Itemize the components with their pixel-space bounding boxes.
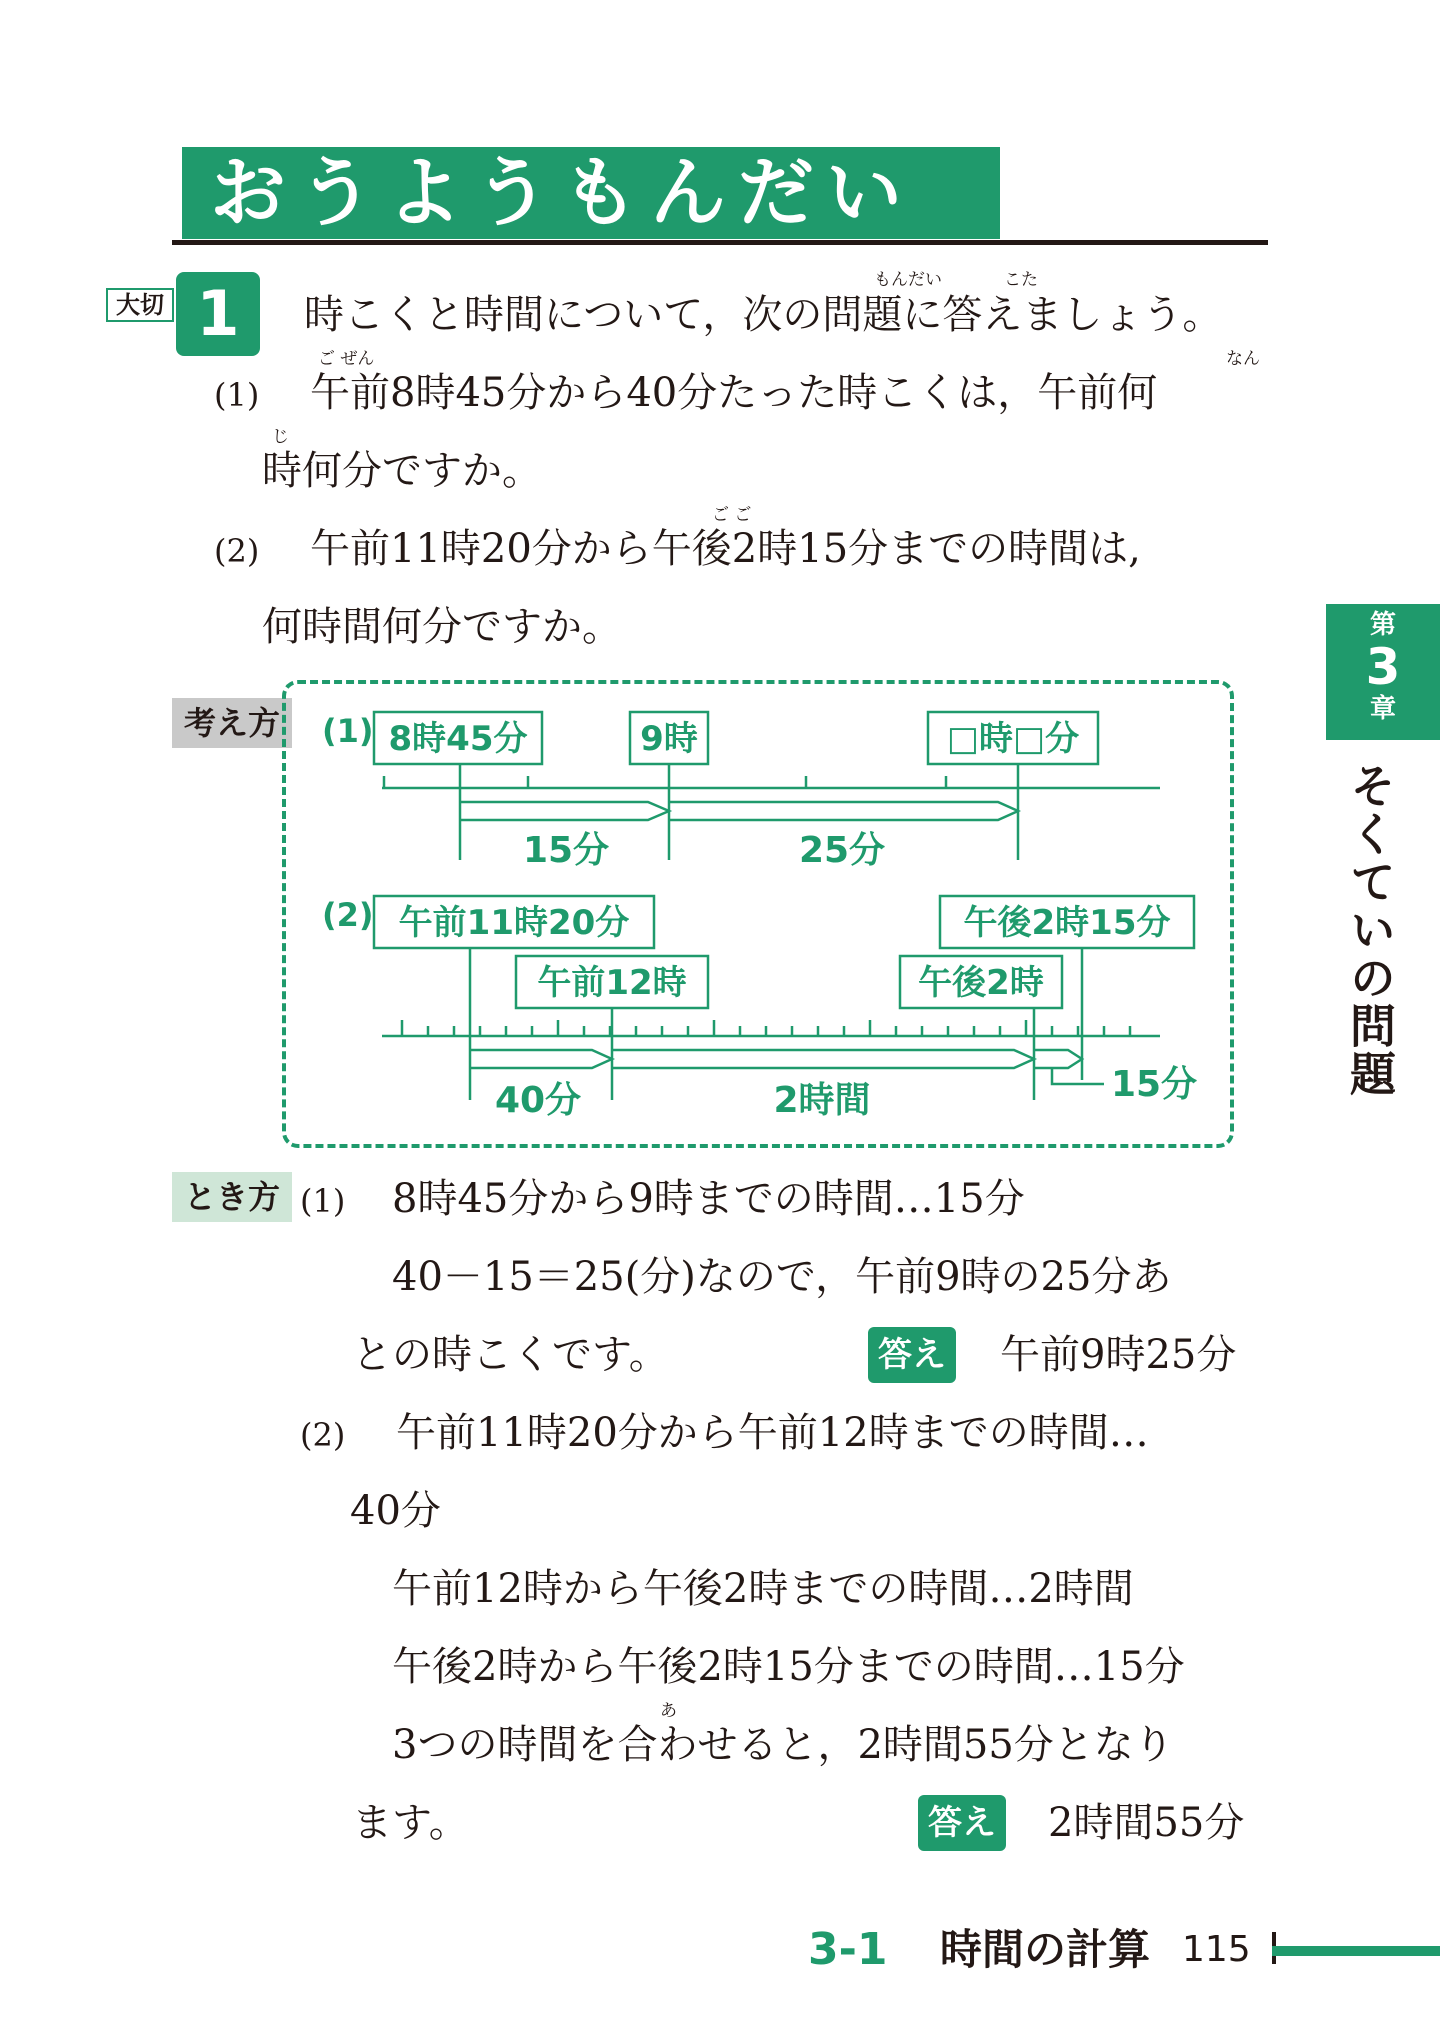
chapter-name: そくていの問題 xyxy=(1343,762,1397,1098)
question-2-line-1: 午前11時20分から午後2時15分までの時間は, xyxy=(310,526,1141,572)
question-1-line-2: 時何分ですか。 xyxy=(262,448,542,494)
chapter-tab-number: 3 xyxy=(1365,638,1401,696)
solution-2-label: (2) xyxy=(300,1416,346,1454)
question-2-line-2: 何時間何分ですか。 xyxy=(262,604,622,650)
solution-1-line-1: 8時45分から9時までの時間…15分 xyxy=(392,1176,1025,1222)
importance-tag: 大切 xyxy=(106,288,174,322)
page-number: 115 xyxy=(1182,1929,1251,1970)
answer-1: 午前9時25分 xyxy=(1000,1332,1237,1378)
solution-2-line-6: ます。 xyxy=(352,1800,469,1846)
question-2-label: (2) xyxy=(214,532,260,570)
ruby-gozen: ご ぜん xyxy=(318,349,375,369)
problem-number: 1 xyxy=(176,272,260,356)
solution-2-line-2: 40分 xyxy=(350,1488,441,1534)
timeline-diagram xyxy=(282,680,1234,1148)
diagram-1-arrow-2 xyxy=(669,802,1018,820)
solution-2-line-5: 3つの時間を合わせると，2時間55分となり xyxy=(392,1722,1174,1768)
ruby-mondai: もんだい xyxy=(874,270,942,290)
diagram-1-lines xyxy=(382,764,1160,860)
footer-bar xyxy=(1272,1946,1440,1956)
diagram-2-arrow-2 xyxy=(612,1050,1034,1068)
problem-intro: 時こくと時間について，次の問題に答えましょう。 xyxy=(304,292,1223,338)
solution-1-line-2: 40－15＝25(分)なので，午前9時の25分あ xyxy=(392,1254,1172,1300)
chapter-tab-dai: 第 xyxy=(1369,610,1396,640)
kangaekata-tag: 考え方 xyxy=(172,698,292,748)
answer-badge-1: 答え xyxy=(868,1327,956,1383)
answer-badge-2: 答え xyxy=(918,1795,1006,1851)
diagram-2-ticks xyxy=(402,1020,1130,1036)
diagram-1-end-label: □時□分 xyxy=(946,719,1080,759)
answer-2: 2時間55分 xyxy=(1048,1800,1245,1846)
section-title: おうようもんだい xyxy=(182,147,1000,239)
tokikata-tag: とき方 xyxy=(172,1172,292,1222)
diagram-2-noon-label: 午前12時 xyxy=(537,963,687,1003)
question-1-line-1: 午前8時45分から40分たった時こくは，午前何 xyxy=(310,370,1158,416)
footer-section-title: 時間の計算 xyxy=(940,1925,1151,1974)
diagram-2-seg-3: 15分 xyxy=(1110,1064,1198,1105)
diagram-2-leader xyxy=(1052,1068,1104,1084)
diagram-1-seg-2: 25分 xyxy=(798,830,886,871)
diagram-1-start-label: 8時45分 xyxy=(388,719,528,759)
chapter-tab xyxy=(1326,604,1440,740)
ruby-a: あ xyxy=(660,1701,677,1721)
diagram-1-label: (1) xyxy=(322,712,374,750)
chapter-tab-sho: 章 xyxy=(1369,694,1396,724)
diagram-2-label: (2) xyxy=(322,896,374,934)
diagram-1-seg-1: 15分 xyxy=(522,830,610,871)
diagram-2-two-label: 午後2時 xyxy=(918,963,1044,1003)
solution-2-line-3: 午前12時から午後2時までの時間…2時間 xyxy=(392,1566,1134,1612)
question-1-label: (1) xyxy=(214,376,260,414)
footer-section-number: 3-1 xyxy=(808,1924,888,1975)
ruby-ji: じ xyxy=(272,427,289,447)
ruby-kota: こた xyxy=(1004,270,1038,290)
diagram-1-mid-label: 9時 xyxy=(640,719,698,759)
diagram-2-arrow-1 xyxy=(470,1050,612,1068)
solution-2-line-4: 午後2時から午後2時15分までの時間…15分 xyxy=(392,1644,1185,1690)
diagram-2-seg-1: 40分 xyxy=(494,1080,582,1121)
diagram-2-start-label: 午前11時20分 xyxy=(398,903,630,943)
diagram-2-end-label: 午後2時15分 xyxy=(963,903,1171,943)
diagram-2-seg-2: 2時間 xyxy=(773,1080,871,1121)
solution-1-label: (1) xyxy=(300,1182,346,1220)
diagram-2-arrow-3 xyxy=(1034,1050,1082,1068)
solution-2-line-1: 午前11時20分から午前12時までの時間… xyxy=(396,1410,1149,1456)
ruby-gogo: ご ご xyxy=(712,505,752,525)
diagram-1-arrow-1 xyxy=(460,802,669,820)
title-rule xyxy=(172,240,1268,245)
solution-1-line-3: との時こくです。 xyxy=(352,1332,669,1378)
ruby-nan: なん xyxy=(1226,349,1260,369)
